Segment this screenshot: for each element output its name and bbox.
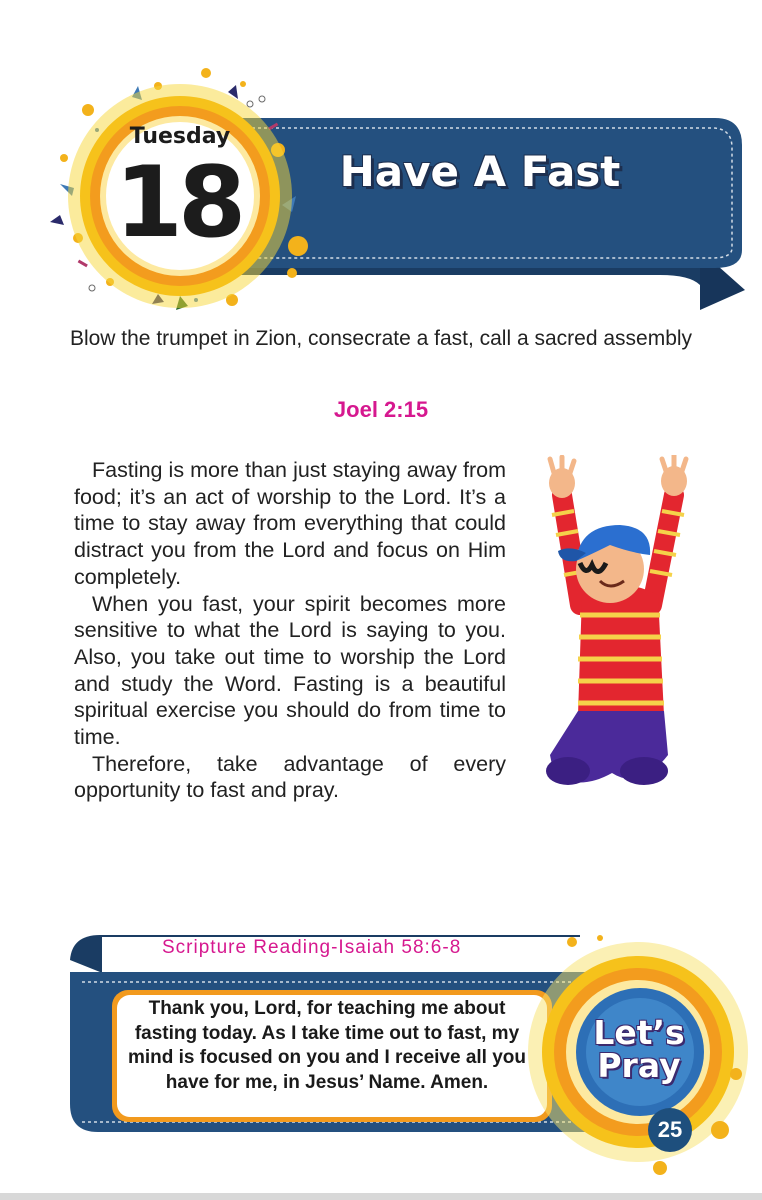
scripture-reading: Scripture Reading-Isaiah 58:6-8 — [162, 937, 462, 958]
prayer-text: Thank you, Lord, for teaching me about fasting today. As I take time out to fast, my mind is focused on you and I receive all you have for me, in Jesus’ Name. Amen. — [127, 998, 527, 1093]
day-number: 18 — [114, 146, 242, 260]
memory-verse: Blow the trumpet in Zion, consecrate a fast, call a sacred assembly — [69, 327, 693, 350]
lets-pray-label: Let’s Pray — [593, 1013, 685, 1085]
day-name: Tuesday — [129, 124, 231, 149]
page-number: 25 — [648, 1108, 692, 1152]
page-edge — [0, 1193, 762, 1200]
page-title: Have A Fast — [339, 147, 621, 196]
paragraph: When you fast, your spirit becomes more sensitive to what the Lord is saying to you. Also, you take out time to worship the Lord and study the Word. Fasting is a beautiful spiritual exercise you should do from time to time. — [74, 591, 506, 750]
verse-reference: Joel 2:15 — [333, 397, 429, 422]
paragraph: Therefore, take advantage of every opportunity to fast and pray. — [74, 751, 506, 803]
paragraph: Fasting is more than just staying away from food; it’s an act of worship to the Lord. It’s a time to stay away from everything that could distract you from the Lord and focus on Him completely. — [74, 458, 506, 589]
kid-praising-illustration — [540, 455, 700, 795]
devotional-text — [74, 457, 506, 804]
